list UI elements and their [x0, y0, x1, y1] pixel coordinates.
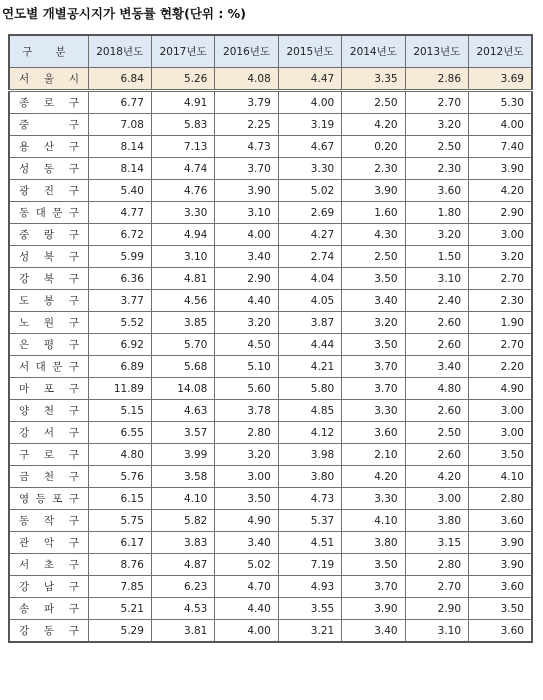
rate-cell: 4.50: [215, 334, 278, 356]
rate-cell: 4.63: [151, 400, 214, 422]
district-name: 관 악 구: [19, 537, 79, 549]
rate-cell: 7.08: [88, 114, 151, 136]
rate-cell: 2.69: [278, 202, 341, 224]
rate-cell: 1.80: [405, 202, 468, 224]
district-name-cell: [9, 246, 88, 268]
table-row: [9, 554, 532, 576]
rate-cell: 3.70: [342, 356, 405, 378]
table-row: [9, 136, 532, 158]
rate-cell: 4.74: [151, 158, 214, 180]
rate-cell: 4.04: [278, 268, 341, 290]
table-row: [9, 378, 532, 400]
rate-cell: 2.30: [342, 158, 405, 180]
rate-cell: 2.50: [342, 246, 405, 268]
rate-cell: 5.80: [278, 378, 341, 400]
rate-cell: 3.80: [405, 510, 468, 532]
rate-cell: 3.10: [215, 202, 278, 224]
rate-cell: 14.08: [151, 378, 214, 400]
rate-cell: 2.20: [469, 356, 532, 378]
rate-cell: 4.56: [151, 290, 214, 312]
district-name-cell: [9, 180, 88, 202]
district-name: 노 원 구: [19, 317, 79, 329]
rate-cell: 6.84: [88, 68, 151, 91]
table-row: [9, 598, 532, 620]
rate-cell: 1.90: [469, 312, 532, 334]
rate-cell: 3.50: [215, 488, 278, 510]
rate-cell: 3.90: [469, 158, 532, 180]
rate-cell: 5.40: [88, 180, 151, 202]
rate-cell: 2.80: [469, 488, 532, 510]
column-header-2017: 2017년도: [151, 35, 214, 68]
column-header-district: 구 분: [9, 35, 88, 68]
district-name: 서 초 구: [19, 559, 79, 571]
rate-cell: 5.83: [151, 114, 214, 136]
rate-cell: 4.20: [405, 466, 468, 488]
rate-cell: 4.12: [278, 422, 341, 444]
rate-cell: 3.19: [278, 114, 341, 136]
rate-cell: 4.00: [278, 91, 341, 114]
district-name-cell: [9, 356, 88, 378]
column-header-2013: 2013년도: [405, 35, 468, 68]
rate-cell: 3.98: [278, 444, 341, 466]
column-header-2015: 2015년도: [278, 35, 341, 68]
rate-cell: 3.90: [215, 180, 278, 202]
table-row: [9, 576, 532, 598]
rate-cell: 3.83: [151, 532, 214, 554]
rate-cell: 4.00: [215, 620, 278, 643]
rate-cell: 3.58: [151, 466, 214, 488]
rate-cell: 3.60: [405, 180, 468, 202]
rate-cell: 3.40: [342, 290, 405, 312]
rate-cell: 4.20: [469, 180, 532, 202]
district-name-cell: [9, 68, 88, 91]
rate-cell: 2.60: [405, 400, 468, 422]
rate-cell: 6.92: [88, 334, 151, 356]
rate-cell: 3.00: [469, 224, 532, 246]
district-name: 용 산 구: [19, 141, 79, 153]
table-row: [9, 246, 532, 268]
district-name: 종 로 구: [19, 97, 79, 109]
rate-cell: 3.00: [405, 488, 468, 510]
rate-cell: 6.72: [88, 224, 151, 246]
rate-cell: 8.76: [88, 554, 151, 576]
district-name: 강 북 구: [19, 273, 79, 285]
rate-cell: 2.90: [405, 598, 468, 620]
rate-cell: 3.00: [469, 400, 532, 422]
rate-cell: 4.90: [469, 378, 532, 400]
district-name-cell: [9, 312, 88, 334]
district-name: 강 동 구: [19, 625, 79, 637]
table-header-row: [9, 35, 532, 68]
rate-cell: 4.08: [215, 68, 278, 91]
rate-cell: 5.02: [215, 554, 278, 576]
table-row: [9, 202, 532, 224]
rate-cell: 3.57: [151, 422, 214, 444]
district-name: 영 등 포 구: [19, 493, 79, 505]
rate-cell: 4.10: [151, 488, 214, 510]
rate-cell: 3.78: [215, 400, 278, 422]
rate-cell: 3.50: [342, 554, 405, 576]
rate-cell: 5.21: [88, 598, 151, 620]
column-header-2014: 2014년도: [342, 35, 405, 68]
rate-cell: 6.36: [88, 268, 151, 290]
rate-cell: 5.29: [88, 620, 151, 643]
district-name: 마 포 구: [19, 383, 79, 395]
rate-cell: 3.30: [151, 202, 214, 224]
table-row: [9, 158, 532, 180]
rate-cell: 3.70: [215, 158, 278, 180]
rate-cell: 3.90: [342, 598, 405, 620]
rate-cell: 5.15: [88, 400, 151, 422]
district-name: 강 서 구: [19, 427, 79, 439]
rate-cell: 2.70: [405, 576, 468, 598]
district-name: 동 대 문 구: [19, 207, 79, 219]
rate-cell: 3.87: [278, 312, 341, 334]
rate-cell: 6.15: [88, 488, 151, 510]
rate-cell: 7.19: [278, 554, 341, 576]
rate-cell: 5.10: [215, 356, 278, 378]
rate-cell: 3.30: [342, 488, 405, 510]
rate-cell: 3.60: [342, 422, 405, 444]
rate-cell: 4.10: [469, 466, 532, 488]
rate-cell: 3.20: [215, 312, 278, 334]
rate-cell: 4.44: [278, 334, 341, 356]
district-name-cell: [9, 532, 88, 554]
rate-cell: 5.30: [469, 91, 532, 114]
district-name-cell: [9, 268, 88, 290]
district-name-cell: [9, 444, 88, 466]
district-name-cell: [9, 158, 88, 180]
rate-cell: 4.40: [215, 598, 278, 620]
district-name-cell: [9, 510, 88, 532]
rate-cell: 2.80: [215, 422, 278, 444]
rate-cell: 5.76: [88, 466, 151, 488]
rate-cell: 4.10: [342, 510, 405, 532]
district-name: 성 동 구: [19, 163, 79, 175]
rate-cell: 6.89: [88, 356, 151, 378]
table-row: [9, 224, 532, 246]
district-name: 송 파 구: [19, 603, 79, 615]
rate-cell: 4.20: [342, 466, 405, 488]
district-name: 강 남 구: [19, 581, 79, 593]
district-name: 은 평 구: [19, 339, 79, 351]
district-name: 구 로 구: [19, 449, 79, 461]
rate-cell: 2.60: [405, 334, 468, 356]
rate-cell: 5.82: [151, 510, 214, 532]
rate-cell: 4.30: [342, 224, 405, 246]
rate-cell: 6.77: [88, 91, 151, 114]
district-name-cell: [9, 598, 88, 620]
rate-cell: 4.47: [278, 68, 341, 91]
rate-cell: 4.27: [278, 224, 341, 246]
rate-cell: 7.85: [88, 576, 151, 598]
district-name-cell: [9, 422, 88, 444]
rate-cell: 3.90: [469, 532, 532, 554]
rate-cell: 7.13: [151, 136, 214, 158]
rate-cell: 4.85: [278, 400, 341, 422]
rate-cell: 3.90: [342, 180, 405, 202]
rate-cell: 5.75: [88, 510, 151, 532]
rate-cell: 3.21: [278, 620, 341, 643]
rate-cell: 3.00: [469, 422, 532, 444]
rate-cell: 3.90: [469, 554, 532, 576]
district-name: 도 봉 구: [19, 295, 79, 307]
rate-cell: 4.73: [215, 136, 278, 158]
table-row: [9, 312, 532, 334]
table-row: [9, 180, 532, 202]
rate-cell: 6.55: [88, 422, 151, 444]
rate-cell: 4.20: [342, 114, 405, 136]
rate-cell: 2.86: [405, 68, 468, 91]
rate-cell: 1.60: [342, 202, 405, 224]
rate-cell: 3.50: [342, 334, 405, 356]
rate-cell: 3.60: [469, 510, 532, 532]
district-name-cell: [9, 224, 88, 246]
rate-cell: 1.50: [405, 246, 468, 268]
rate-cell: 2.70: [469, 334, 532, 356]
rate-cell: 2.50: [342, 91, 405, 114]
rate-cell: 2.70: [469, 268, 532, 290]
rate-cell: 4.00: [469, 114, 532, 136]
rate-cell: 3.10: [405, 268, 468, 290]
rate-cell: 0.20: [342, 136, 405, 158]
rate-cell: 4.53: [151, 598, 214, 620]
rate-cell: 2.30: [405, 158, 468, 180]
rate-cell: 4.76: [151, 180, 214, 202]
rate-cell: 5.37: [278, 510, 341, 532]
district-name: 서 대 문 구: [19, 361, 79, 373]
table-row: [9, 444, 532, 466]
district-name-cell: [9, 400, 88, 422]
rate-cell: 8.14: [88, 136, 151, 158]
rate-cell: 4.93: [278, 576, 341, 598]
rate-cell: 3.69: [469, 68, 532, 91]
rate-cell: 3.40: [215, 532, 278, 554]
rate-cell: 5.99: [88, 246, 151, 268]
rate-cell: 4.67: [278, 136, 341, 158]
rate-cell: 4.80: [405, 378, 468, 400]
district-name: 동 작 구: [19, 515, 79, 527]
rate-cell: 4.90: [215, 510, 278, 532]
table-body: [9, 68, 532, 643]
district-name: 중 구: [19, 119, 79, 131]
rate-cell: 2.90: [215, 268, 278, 290]
table-row: [9, 422, 532, 444]
rate-cell: 3.20: [342, 312, 405, 334]
rate-cell: 3.60: [469, 620, 532, 643]
rate-cell: 2.80: [405, 554, 468, 576]
district-name: 광 진 구: [19, 185, 79, 197]
land-price-change-table: [8, 34, 533, 643]
rate-cell: 3.79: [215, 91, 278, 114]
rate-cell: 3.50: [342, 268, 405, 290]
rate-cell: 4.40: [215, 290, 278, 312]
table-row: [9, 114, 532, 136]
rate-cell: 3.70: [342, 576, 405, 598]
rate-cell: 4.51: [278, 532, 341, 554]
rate-cell: 3.85: [151, 312, 214, 334]
column-header-2018: 2018년도: [88, 35, 151, 68]
rate-cell: 3.30: [342, 400, 405, 422]
rate-cell: 3.10: [405, 620, 468, 643]
rate-cell: 2.30: [469, 290, 532, 312]
district-name-cell: [9, 334, 88, 356]
rate-cell: 3.20: [405, 224, 468, 246]
rate-cell: 2.90: [469, 202, 532, 224]
rate-cell: 2.50: [405, 136, 468, 158]
table-row: [9, 400, 532, 422]
district-name-cell: [9, 554, 88, 576]
table-row: [9, 356, 532, 378]
rate-cell: 4.91: [151, 91, 214, 114]
table-row: [9, 510, 532, 532]
table-row-total: [9, 68, 532, 91]
column-header-2012: 2012년도: [469, 35, 532, 68]
rate-cell: 3.30: [278, 158, 341, 180]
rate-cell: 4.87: [151, 554, 214, 576]
rate-cell: 5.26: [151, 68, 214, 91]
district-name-cell: [9, 202, 88, 224]
rate-cell: 3.40: [215, 246, 278, 268]
district-name: 양 천 구: [19, 405, 79, 417]
rate-cell: 2.10: [342, 444, 405, 466]
rate-cell: 5.70: [151, 334, 214, 356]
district-name: 중 랑 구: [19, 229, 79, 241]
rate-cell: 3.80: [342, 532, 405, 554]
district-name-cell: [9, 136, 88, 158]
rate-cell: 3.20: [469, 246, 532, 268]
rate-cell: 3.40: [342, 620, 405, 643]
rate-cell: 2.74: [278, 246, 341, 268]
rate-cell: 4.80: [88, 444, 151, 466]
rate-cell: 3.80: [278, 466, 341, 488]
rate-cell: 6.23: [151, 576, 214, 598]
rate-cell: 7.40: [469, 136, 532, 158]
rate-cell: 8.14: [88, 158, 151, 180]
district-name-cell: [9, 290, 88, 312]
rate-cell: 4.21: [278, 356, 341, 378]
district-name-cell: [9, 114, 88, 136]
district-name-cell: [9, 620, 88, 643]
rate-cell: 3.00: [215, 466, 278, 488]
rate-cell: 3.60: [469, 576, 532, 598]
table-row: [9, 268, 532, 290]
rate-cell: 4.94: [151, 224, 214, 246]
rate-cell: 3.99: [151, 444, 214, 466]
table-row: [9, 91, 532, 114]
rate-cell: 3.55: [278, 598, 341, 620]
table-row: [9, 466, 532, 488]
rate-cell: 2.70: [405, 91, 468, 114]
district-name-cell: [9, 576, 88, 598]
rate-cell: 3.77: [88, 290, 151, 312]
rate-cell: 5.52: [88, 312, 151, 334]
district-name-cell: [9, 488, 88, 510]
district-name: 성 북 구: [19, 251, 79, 263]
rate-cell: 2.25: [215, 114, 278, 136]
rate-cell: 5.68: [151, 356, 214, 378]
rate-cell: 4.73: [278, 488, 341, 510]
rate-cell: 2.60: [405, 312, 468, 334]
table-row: [9, 532, 532, 554]
page-title: 연도별 개별공시지가 변동률 현황(단위 : %): [2, 6, 246, 21]
rate-cell: 5.02: [278, 180, 341, 202]
rate-cell: 4.77: [88, 202, 151, 224]
rate-cell: 3.50: [469, 598, 532, 620]
rate-cell: 2.60: [405, 444, 468, 466]
table-row: [9, 334, 532, 356]
table-row: [9, 488, 532, 510]
table-row: [9, 290, 532, 312]
rate-cell: 3.81: [151, 620, 214, 643]
rate-cell: 3.10: [151, 246, 214, 268]
column-header-2016: 2016년도: [215, 35, 278, 68]
rate-cell: 3.20: [405, 114, 468, 136]
rate-cell: 3.50: [469, 444, 532, 466]
rate-cell: 3.35: [342, 68, 405, 91]
rate-cell: 2.50: [405, 422, 468, 444]
rate-cell: 4.70: [215, 576, 278, 598]
rate-cell: 4.00: [215, 224, 278, 246]
rate-cell: 3.70: [342, 378, 405, 400]
rate-cell: 6.17: [88, 532, 151, 554]
district-name-cell: [9, 91, 88, 114]
rate-cell: 4.05: [278, 290, 341, 312]
district-name: 금 천 구: [19, 471, 79, 483]
table-row: [9, 620, 532, 643]
rate-cell: 5.60: [215, 378, 278, 400]
rate-cell: 4.81: [151, 268, 214, 290]
rate-cell: 11.89: [88, 378, 151, 400]
rate-cell: 3.15: [405, 532, 468, 554]
district-name: 서 울 시: [19, 73, 79, 85]
rate-cell: 3.20: [215, 444, 278, 466]
district-name-cell: [9, 466, 88, 488]
rate-cell: 2.40: [405, 290, 468, 312]
rate-cell: 3.40: [405, 356, 468, 378]
district-name-cell: [9, 378, 88, 400]
